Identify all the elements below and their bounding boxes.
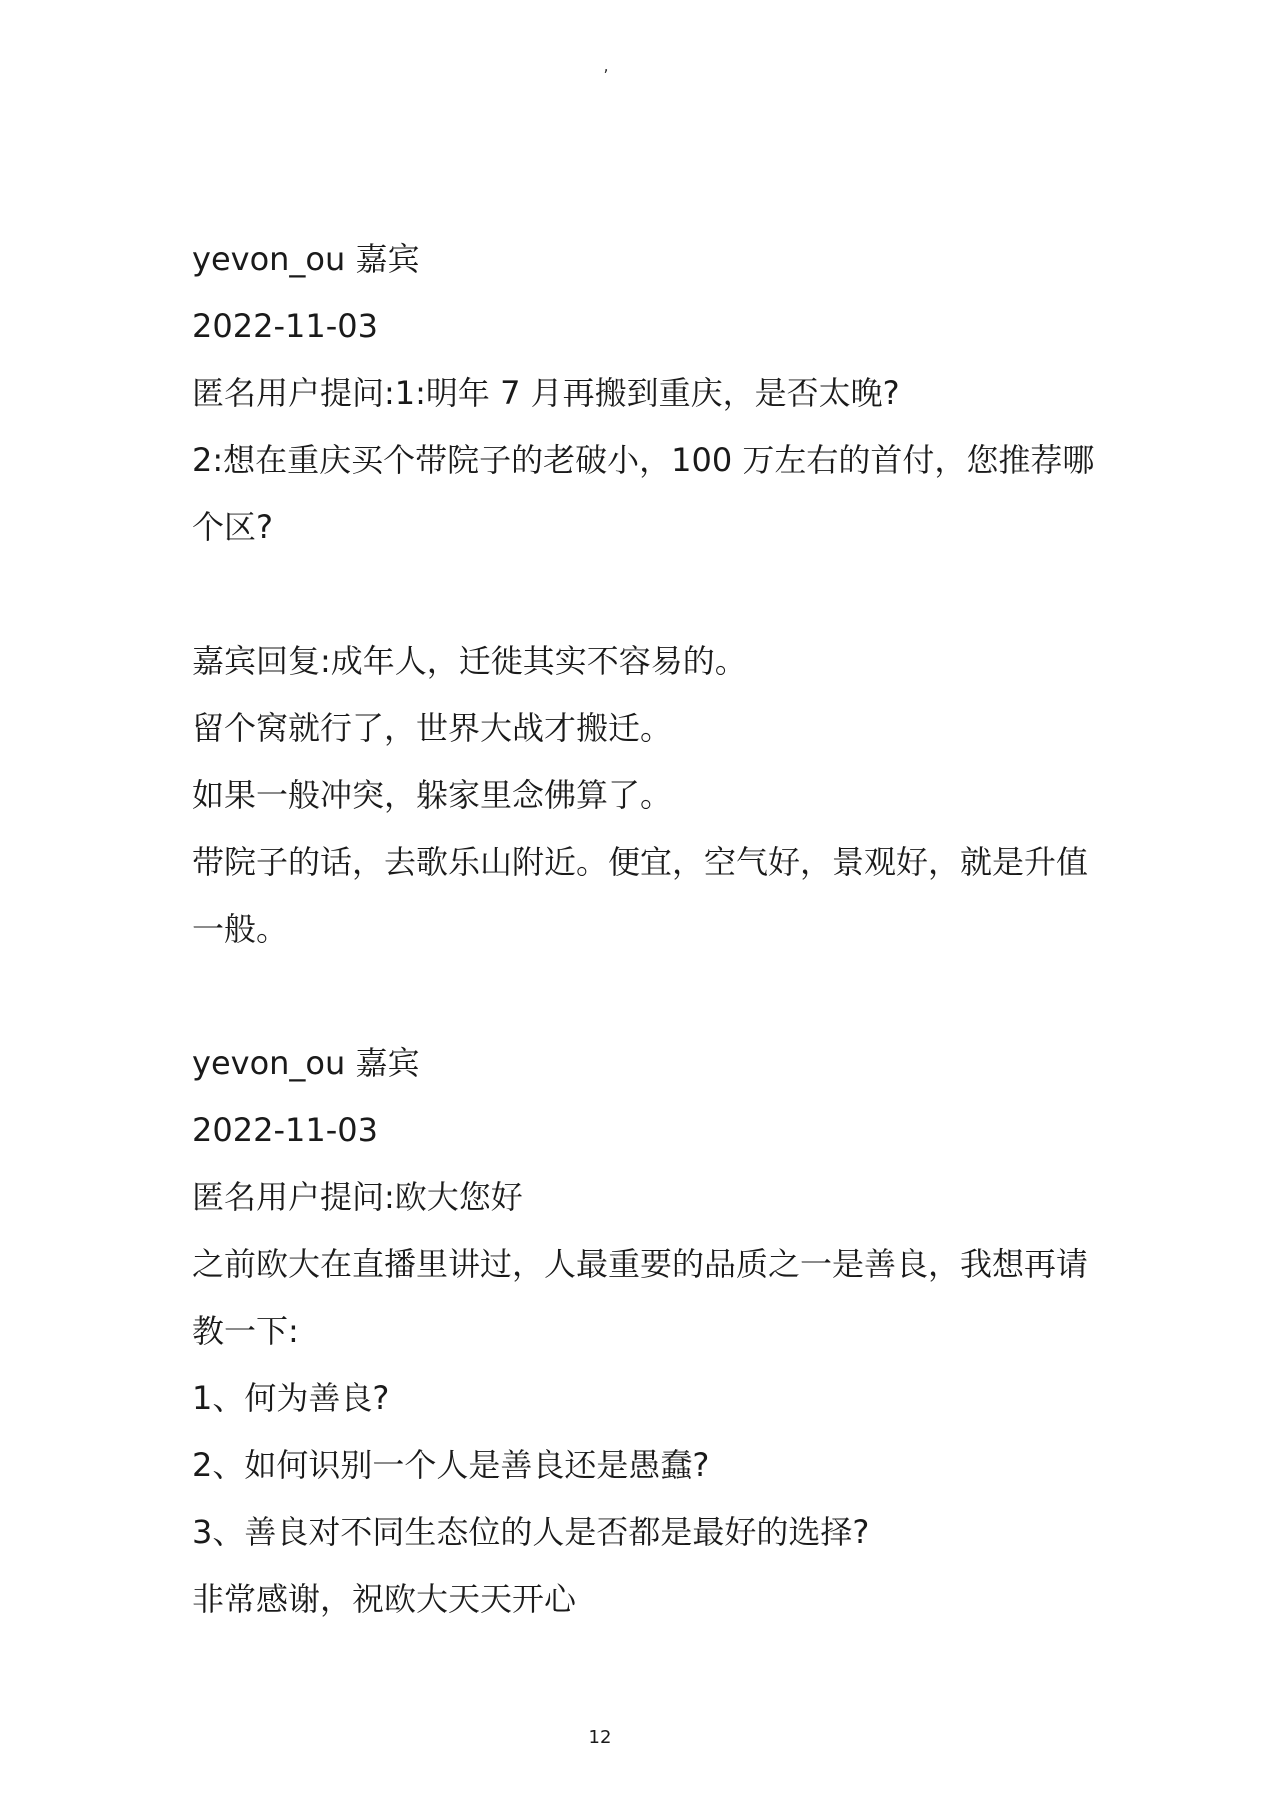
entry-spacer: [192, 963, 1092, 1030]
page-number: 12: [588, 1727, 612, 1748]
page-content: [192, 226, 1095, 1633]
paragraph-spacer: [192, 561, 1092, 628]
entry-date: 2022-11-03: [192, 1111, 378, 1149]
question-line: 非常感谢，祝欧大天天开心: [192, 1580, 577, 1618]
reply-line: 带院子的话，去歌乐山附近。便宜，空气好，景观好，就是升值: [192, 843, 1089, 881]
reply-line: 如果一般冲突，躲家里念佛算了。: [192, 776, 673, 814]
question-line: 2:想在重庆买个带院子的老破小，100 万左右的首付，您推荐哪: [192, 441, 1095, 479]
reply-line: 嘉宾回复:成年人，迁徙其实不容易的。: [192, 642, 747, 680]
question-line: 1、何为善良?: [192, 1379, 390, 1417]
question-line: 3、善良对不同生态位的人是否都是最好的选择?: [192, 1513, 870, 1551]
question-line: 之前欧大在直播里讲过，人最重要的品质之一是善良，我想再请: [192, 1245, 1089, 1283]
question-line: 匿名用户提问:1:明年 7 月再搬到重庆，是否太晚?: [192, 374, 900, 412]
question-line: 教一下:: [192, 1312, 299, 1350]
entry-author: yevon_ou 嘉宾: [192, 240, 420, 278]
entry-author: yevon_ou 嘉宾: [192, 1044, 420, 1082]
header-mark: ,: [603, 56, 609, 75]
question-line: 个区?: [192, 508, 273, 546]
reply-line: 一般。: [192, 910, 289, 948]
entry-date: 2022-11-03: [192, 307, 378, 345]
question-line: 2、如何识别一个人是善良还是愚蠢?: [192, 1446, 710, 1484]
reply-line: 留个窝就行了，世界大战才搬迁。: [192, 709, 673, 747]
entry-2: [192, 1030, 1092, 1633]
question-line: 匿名用户提问:欧大您好: [192, 1178, 523, 1216]
entry-1: [192, 226, 1095, 963]
